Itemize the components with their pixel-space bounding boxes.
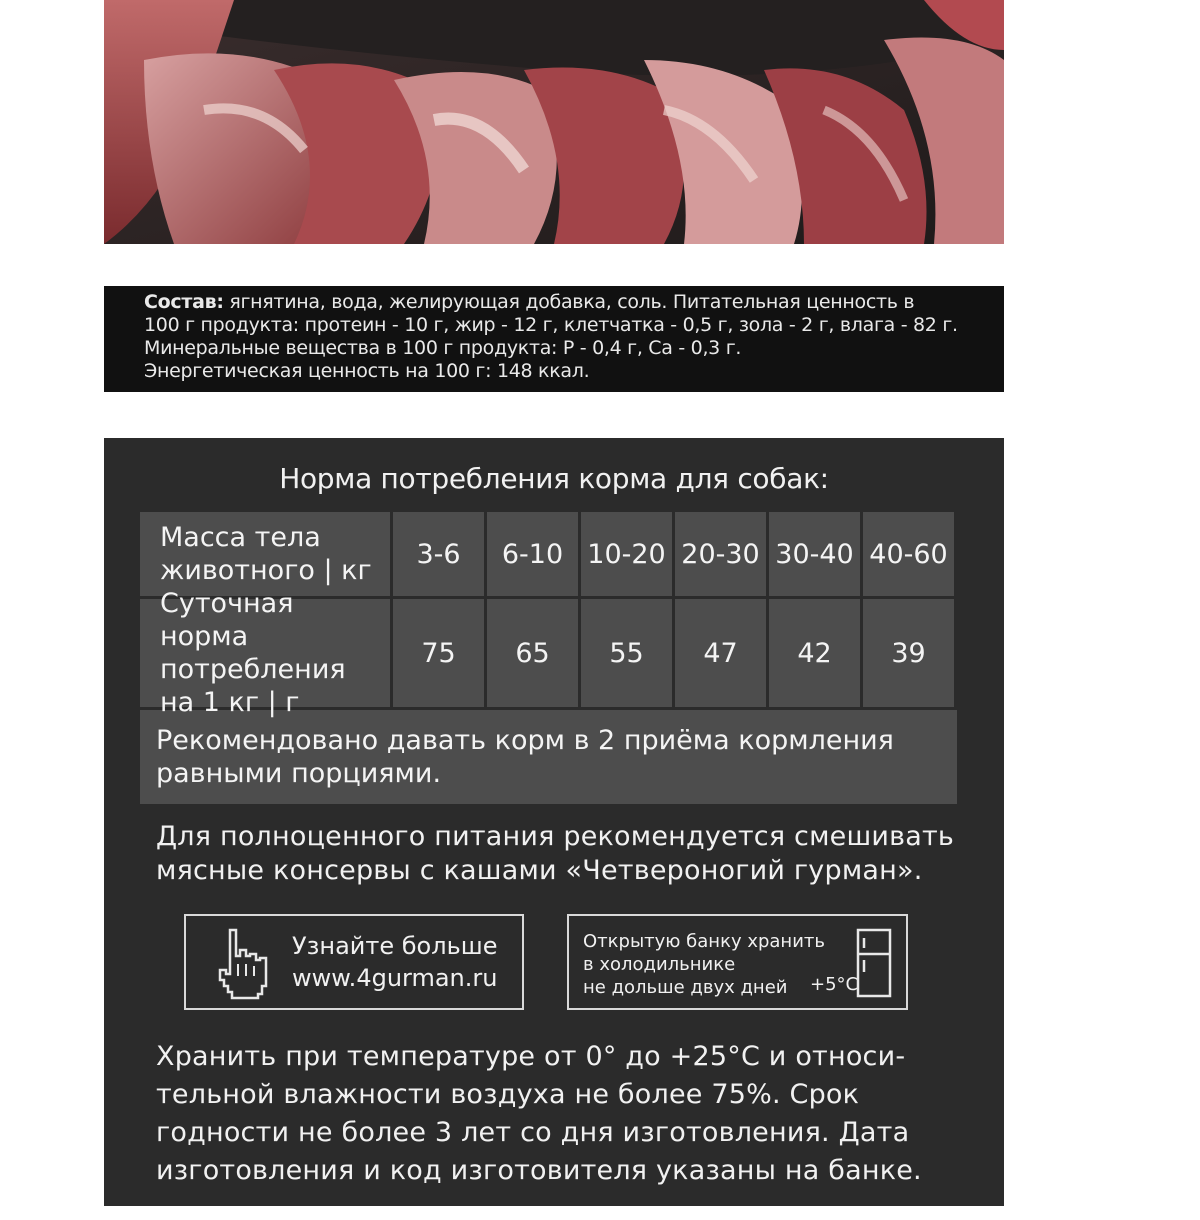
open-can-text bbox=[583, 930, 825, 999]
fridge-icon bbox=[856, 928, 892, 998]
weight-cell: 10-20 bbox=[581, 512, 672, 596]
storage-line-1: Хранить при температуре от 0° до +25°С и относи- bbox=[156, 1041, 906, 1072]
norm-cell: 55 bbox=[581, 599, 672, 707]
weight-header bbox=[140, 512, 390, 596]
mixing-line-2: мясные консервы с кашами «Четвероногий гурман». bbox=[156, 855, 923, 886]
norm-header bbox=[140, 588, 390, 718]
website-link[interactable]: www.4gurman.ru bbox=[292, 964, 498, 992]
norm-cell: 42 bbox=[769, 599, 860, 707]
meat-photo bbox=[104, 0, 1004, 244]
composition-box bbox=[104, 286, 1004, 392]
weight-cell: 3-6 bbox=[393, 512, 484, 596]
mixing-line-1: Для полноценного питания рекомендуется смешивать bbox=[156, 821, 955, 852]
weight-cell: 30-40 bbox=[769, 512, 860, 596]
norm-header-line-2: потребления bbox=[160, 654, 346, 685]
norm-cell: 47 bbox=[675, 599, 766, 707]
storage-line-3: годности не более 3 лет со дня изготовления. Дата bbox=[156, 1117, 910, 1148]
norm-row bbox=[140, 588, 960, 718]
feeding-note-line-2: равными порциями. bbox=[156, 758, 442, 789]
open-can-box bbox=[567, 914, 908, 1010]
composition-label: Состав: bbox=[144, 291, 224, 313]
weight-header-line-1: Масса тела bbox=[160, 522, 321, 553]
pointer-hand-icon bbox=[212, 926, 272, 1002]
composition-line-4: Энергетическая ценность на 100 г: 148 ккал. bbox=[144, 360, 590, 382]
weight-cell: 40-60 bbox=[863, 512, 954, 596]
weight-cell: 20-30 bbox=[675, 512, 766, 596]
composition-line-2: 100 г продукта: протеин - 10 г, жир - 12 г, клетчатка - 0,5 г, зола - 2 г, влага - 82 г. bbox=[144, 314, 958, 336]
feeding-table bbox=[140, 512, 960, 804]
info-panel bbox=[104, 438, 1004, 1206]
mixing-recommendation bbox=[156, 820, 976, 888]
fridge-temperature: +5°С bbox=[810, 974, 859, 995]
feeding-note bbox=[140, 710, 957, 804]
weight-cell: 6-10 bbox=[487, 512, 578, 596]
feeding-note-line-1: Рекомендовано давать корм в 2 приёма кормления bbox=[156, 725, 894, 756]
storage-line-2: тельной влажности воздуха не более 75%. Срок bbox=[156, 1079, 860, 1110]
learn-more-text bbox=[292, 930, 497, 994]
composition-line-1 bbox=[144, 291, 974, 314]
storage-conditions bbox=[156, 1038, 976, 1190]
norm-header-line-1: Суточная норма bbox=[160, 588, 294, 652]
norm-header-line-3: на 1 кг | г bbox=[160, 687, 300, 718]
weight-header-line-2: животного | кг bbox=[160, 555, 372, 586]
learn-more-label: Узнайте больше bbox=[292, 932, 498, 960]
composition-text-1: ягнятина, вода, желирующая добавка, соль. Питательная ценность в bbox=[223, 291, 915, 313]
composition-line-3: Минеральные вещества в 100 г продукта: Р - 0,4 г, Са - 0,3 г. bbox=[144, 337, 742, 359]
open-can-line-2: в холодильнике bbox=[583, 954, 736, 975]
feeding-title: Норма потребления корма для собак: bbox=[279, 462, 829, 495]
norm-cell: 65 bbox=[487, 599, 578, 707]
weight-row bbox=[140, 512, 960, 599]
norm-cell: 75 bbox=[393, 599, 484, 707]
storage-line-4: изготовления и код изготовителя указаны на банке. bbox=[156, 1155, 922, 1186]
open-can-line-1: Открытую банку хранить bbox=[583, 931, 825, 952]
learn-more-box[interactable] bbox=[184, 914, 524, 1010]
open-can-line-3: не дольше двух дней bbox=[583, 977, 788, 998]
norm-cell: 39 bbox=[863, 599, 954, 707]
